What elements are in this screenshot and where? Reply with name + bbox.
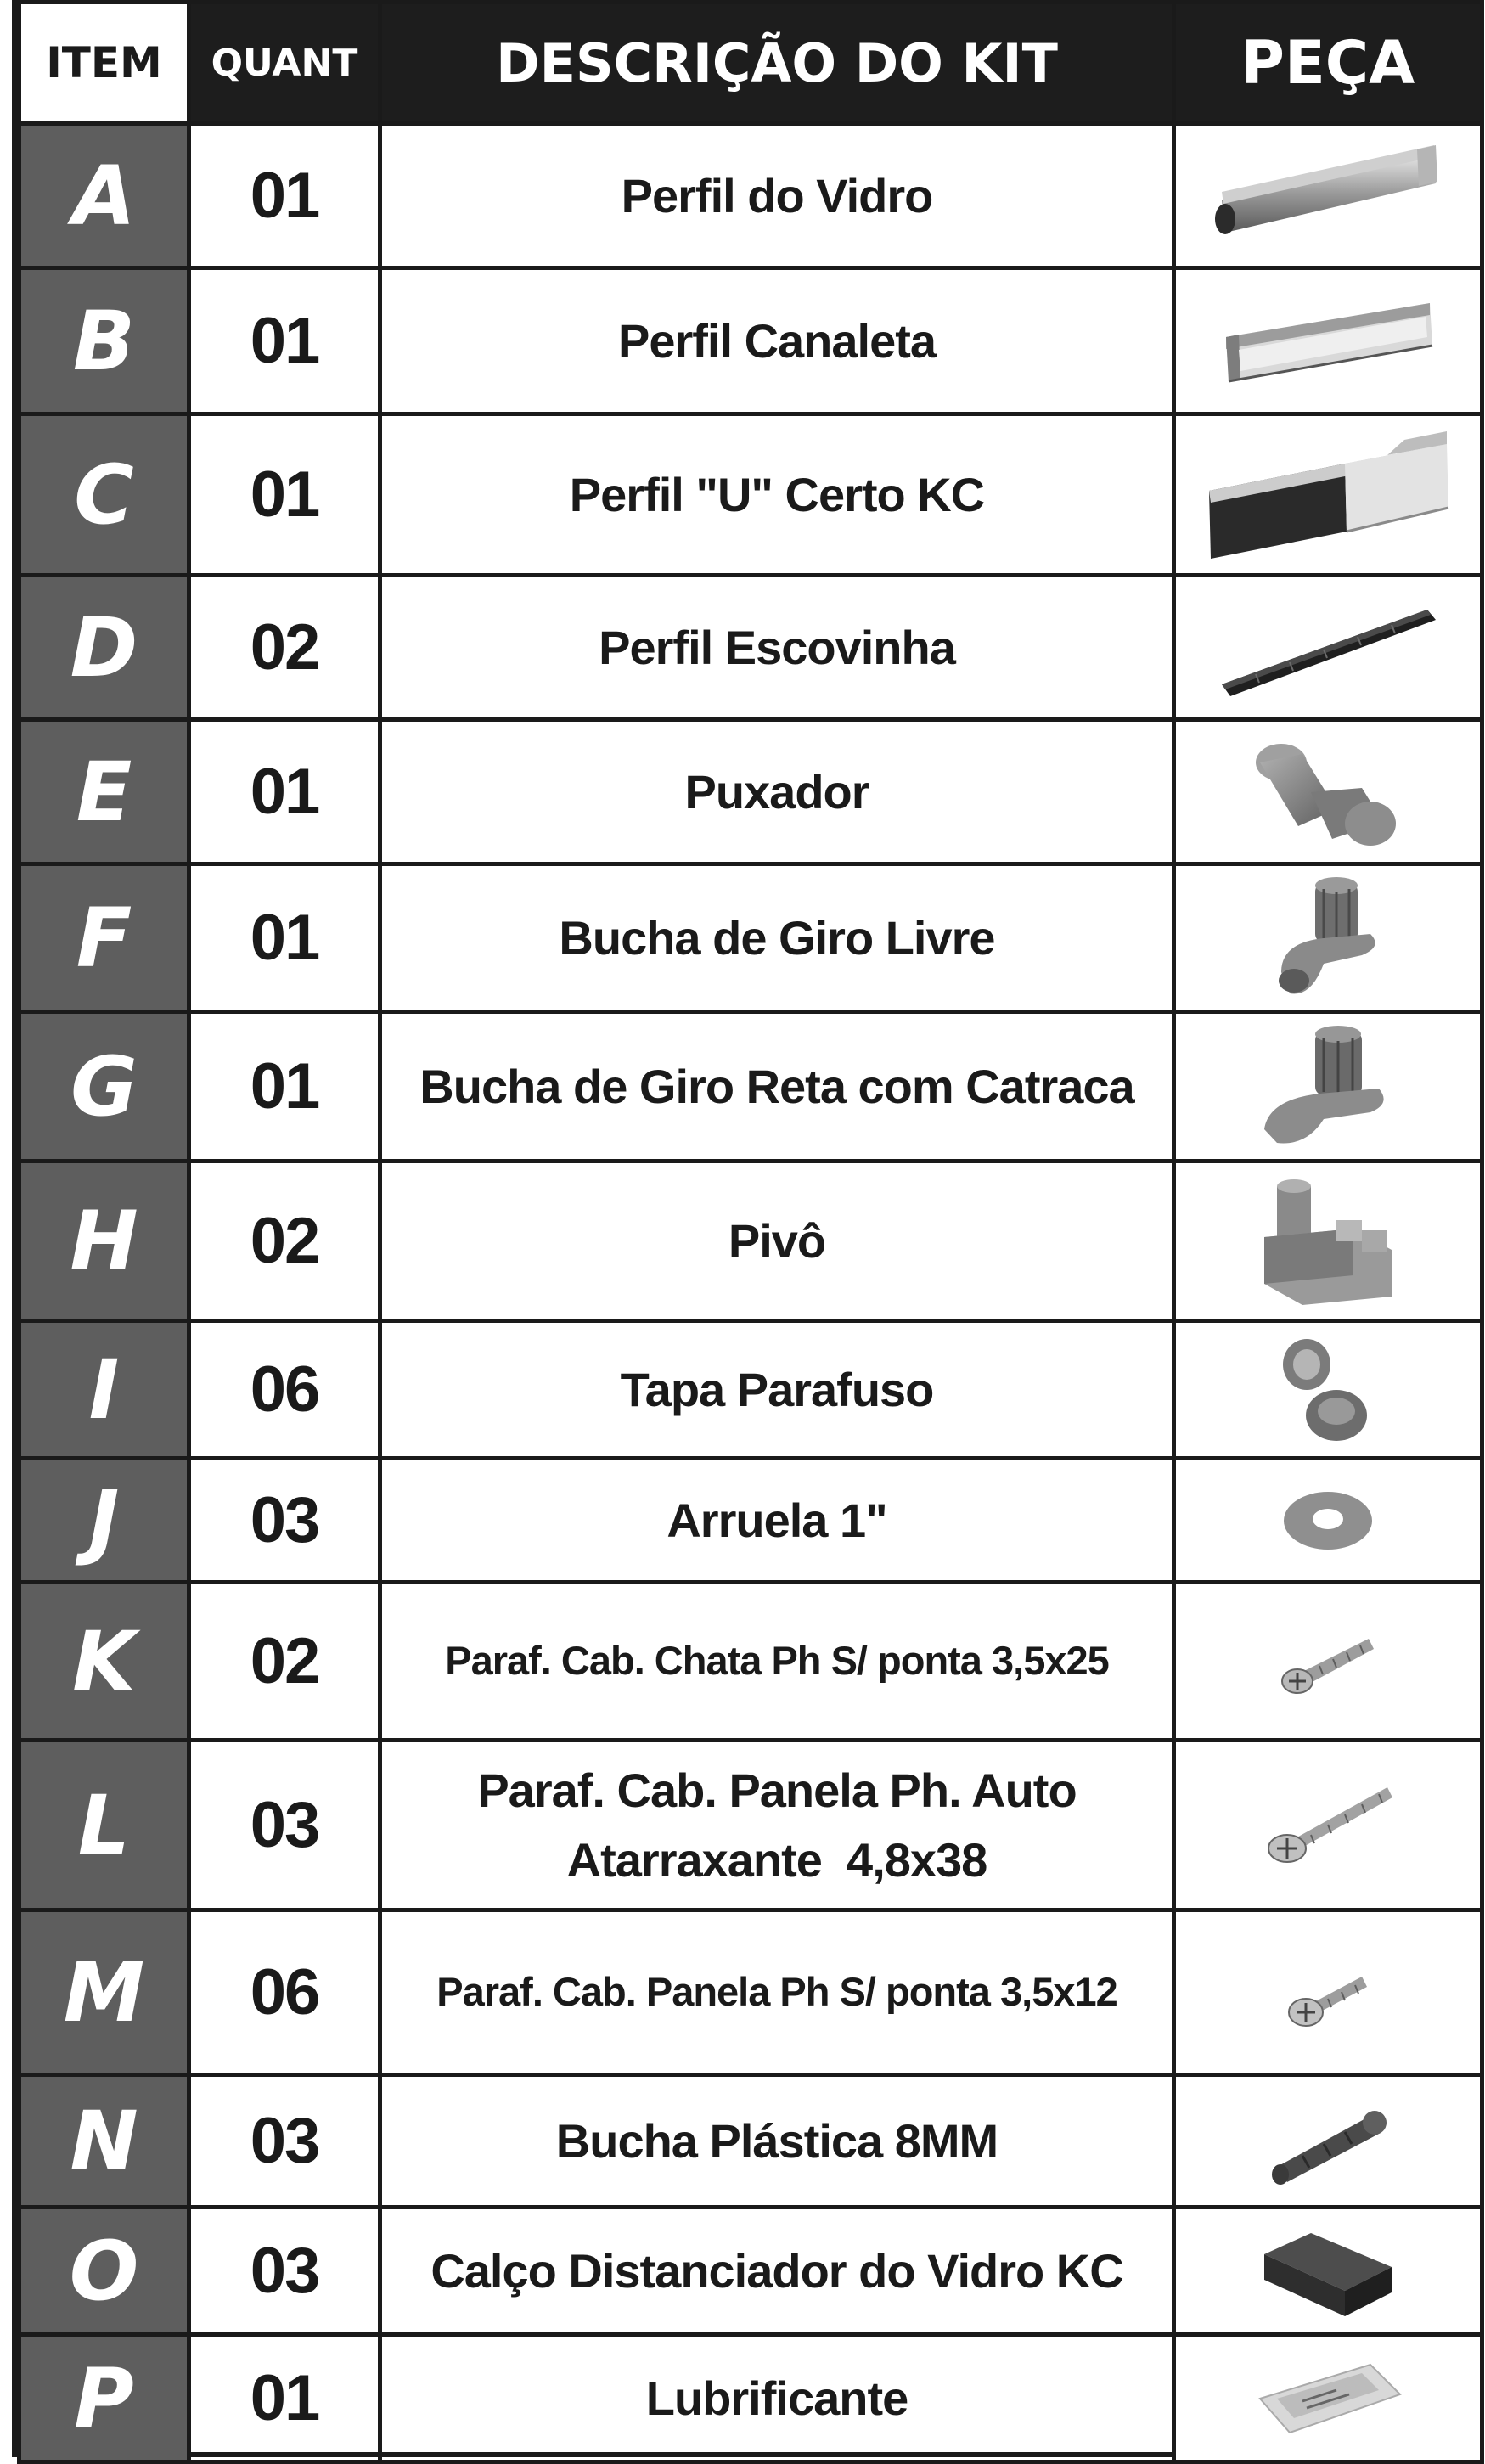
item-letter: P	[20, 2335, 189, 2462]
channel-profile-icon	[1174, 268, 1482, 414]
table-row	[20, 1162, 1482, 1321]
item-letter: M	[20, 1910, 189, 2075]
table-row	[20, 1910, 1482, 2075]
brush-strip-icon	[1174, 576, 1482, 720]
item-quantity: 06	[189, 1321, 380, 1459]
item-quantity: 06	[189, 1910, 380, 2075]
item-description: Perfil Canaleta	[380, 268, 1174, 414]
item-quantity: 02	[189, 1583, 380, 1741]
pivot-icon	[1174, 1162, 1482, 1321]
item-description: Perfil "U" Certo KC	[380, 414, 1174, 576]
spacer-block-icon	[1174, 2208, 1482, 2335]
item-quantity: 01	[189, 1012, 380, 1162]
washer-icon	[1174, 1459, 1482, 1583]
item-description: Bucha de Giro Reta com Catraca	[380, 1012, 1174, 1162]
item-quantity: 01	[189, 2335, 380, 2462]
table-row	[20, 1321, 1482, 1459]
table-row	[20, 124, 1482, 268]
item-letter: G	[20, 1012, 189, 1162]
item-quantity: 03	[189, 2075, 380, 2208]
table-row	[20, 864, 1482, 1012]
item-letter: D	[20, 576, 189, 720]
table-row	[20, 1459, 1482, 1583]
pan-head-screw-icon	[1174, 1910, 1482, 2075]
lubricant-sachet-icon	[1174, 2335, 1482, 2462]
header-row	[20, 3, 1482, 124]
table-row	[20, 414, 1482, 576]
table-row	[20, 1583, 1482, 1741]
item-description: Paraf. Cab. Panela Ph S/ ponta 3,5x12	[380, 1910, 1174, 2075]
item-description: Lubrificante	[380, 2335, 1174, 2462]
item-quantity: 01	[189, 864, 380, 1012]
handle-icon	[1174, 720, 1482, 864]
item-description-line-1: Paraf. Cab. Panela Ph. Auto	[477, 1764, 1077, 1818]
item-letter: N	[20, 2075, 189, 2208]
item-description: Arruela 1"	[380, 1459, 1174, 1583]
free-pivot-bushing-icon	[1174, 864, 1482, 1012]
item-quantity: 01	[189, 268, 380, 414]
table-row	[20, 2075, 1482, 2208]
item-description: Perfil Escovinha	[380, 576, 1174, 720]
item-description: Bucha de Giro Livre	[380, 864, 1174, 1012]
item-letter: E	[20, 720, 189, 864]
item-description: Bucha Plástica 8MM	[380, 2075, 1174, 2208]
item-quantity: 03	[189, 1459, 380, 1583]
item-description: Calço Distanciador do Vidro KC	[380, 2208, 1174, 2335]
header-descricao: DESCRIÇÃO DO KIT	[380, 3, 1174, 124]
item-letter: C	[20, 414, 189, 576]
item-quantity: 03	[189, 1741, 380, 1910]
item-letter: I	[20, 1321, 189, 1459]
item-description-line-2: Atarraxante 4,8x38	[566, 1832, 987, 1887]
kit-parts-table-container	[12, 0, 1475, 2457]
item-letter: L	[20, 1741, 189, 1910]
item-description: Puxador	[380, 720, 1174, 864]
item-letter: H	[20, 1162, 189, 1321]
table-row	[20, 2208, 1482, 2335]
header-peca: PEÇA	[1174, 3, 1482, 124]
item-description: Paraf. Cab. Chata Ph S/ ponta 3,5x25	[380, 1583, 1174, 1741]
glass-profile-icon	[1174, 124, 1482, 268]
item-quantity: 02	[189, 1162, 380, 1321]
ratchet-bushing-icon	[1174, 1012, 1482, 1162]
item-quantity: 02	[189, 576, 380, 720]
item-description	[380, 1741, 1174, 1910]
item-description: Pivô	[380, 1162, 1174, 1321]
item-letter: F	[20, 864, 189, 1012]
table-row	[20, 720, 1482, 864]
item-quantity: 01	[189, 414, 380, 576]
screw-cap-icon	[1174, 1321, 1482, 1459]
table-row	[20, 1741, 1482, 1910]
item-letter: K	[20, 1583, 189, 1741]
header-item: ITEM	[20, 3, 189, 124]
item-description: Perfil do Vidro	[380, 124, 1174, 268]
kit-parts-table	[17, 0, 1484, 2464]
table-row	[20, 2335, 1482, 2462]
item-description: Tapa Parafuso	[380, 1321, 1174, 1459]
u-profile-icon	[1174, 414, 1482, 576]
flat-head-screw-icon	[1174, 1583, 1482, 1741]
table-row	[20, 268, 1482, 414]
table-row	[20, 576, 1482, 720]
item-letter: B	[20, 268, 189, 414]
item-quantity: 01	[189, 720, 380, 864]
self-tapping-screw-icon	[1174, 1741, 1482, 1910]
header-quant: QUANT	[189, 3, 380, 124]
item-letter: O	[20, 2208, 189, 2335]
item-letter: A	[20, 124, 189, 268]
plastic-anchor-icon	[1174, 2075, 1482, 2208]
item-letter: J	[20, 1459, 189, 1583]
table-row	[20, 1012, 1482, 1162]
item-quantity: 03	[189, 2208, 380, 2335]
item-quantity: 01	[189, 124, 380, 268]
